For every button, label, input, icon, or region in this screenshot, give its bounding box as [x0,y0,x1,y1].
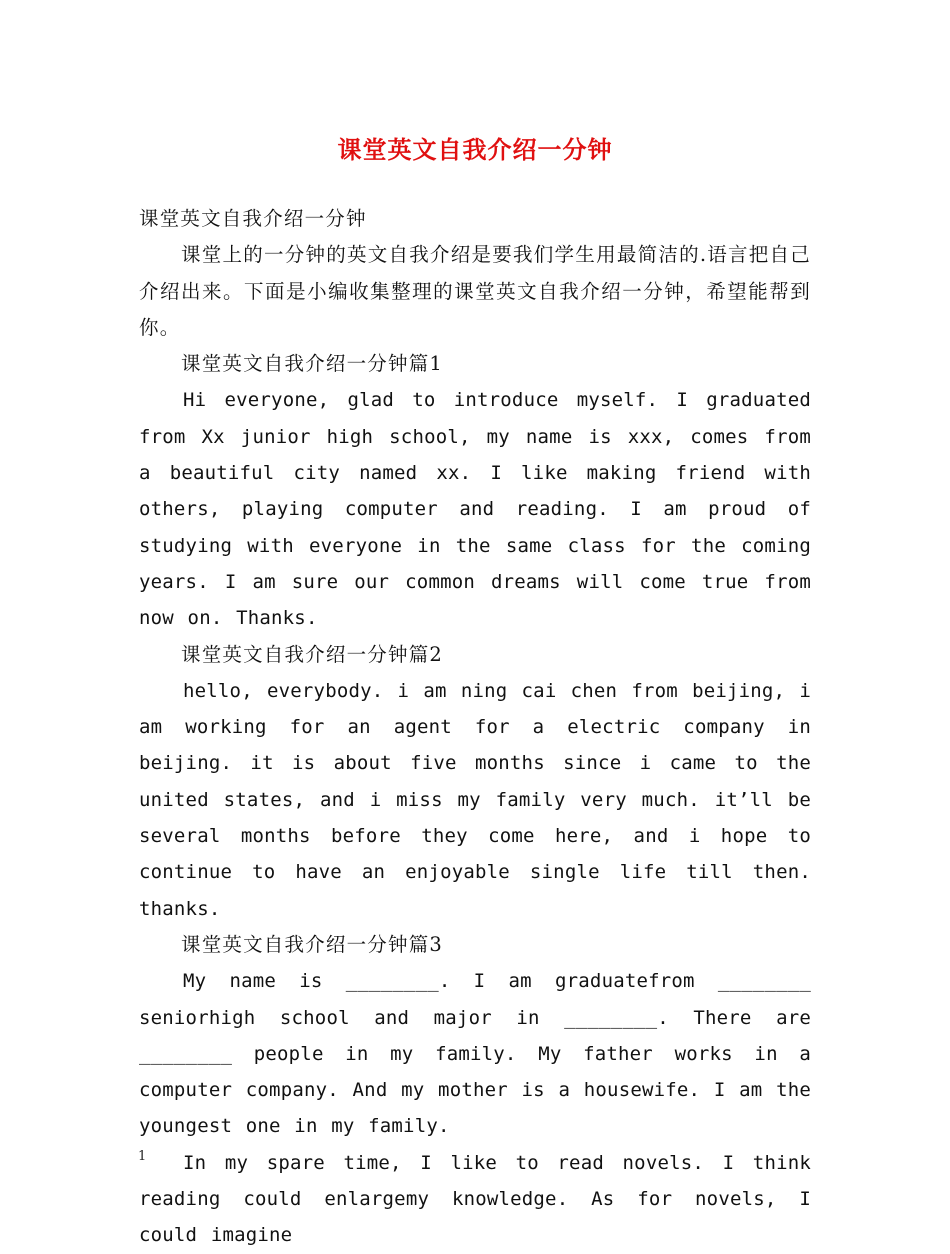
document-body [139,201,811,1254]
page-number: 1 [138,1149,147,1164]
intro-paragraph: 课堂上的一分钟的英文自我介绍是要我们学生用最简洁的.语言把自己介绍出来。下面是小编收集整理的课堂英文自我介绍一分钟，希望能帮到你。 [139,243,811,339]
section-heading-2: 课堂英文自我介绍一分钟篇2 [181,642,444,666]
section-heading-1: 课堂英文自我介绍一分钟篇1 [181,352,444,376]
english-paragraph-2: hello, everybody. i am ning cai chen from beijing, i am working for an agent for a electric company in beijing. it is about five months since i came to the united states, and i miss my family very much. it’ll be several months before they come here, and i hope to continue to have an enjoyable single life till then. thanks. [139,679,811,920]
subtitle-paragraph: 课堂英文自我介绍一分钟 [139,207,367,230]
english-paragraph-4: In my spare time, I like to read novels. I think reading could enlargemy knowledge. As for novels, I could imagine [139,1151,811,1247]
english-paragraph-1: Hi everyone, glad to introduce myself. I graduated from Xx junior high school, my name is xxx, comes from a beautiful city named xx. I like making friend with others, playing computer and reading. I am proud of studying with everyone in the same class for the coming years. I am sure our common dreams will come true from now on. Thanks. [139,389,811,630]
document-title: 课堂英文自我介绍一分钟 [337,136,613,164]
english-paragraph-3: My name is ________. I am graduatefrom ________ seniorhigh school and major in ________. There are ________ people in my family. My father works in a computer company. And my mother is a housewife. I am the youngest one in my family. [139,970,811,1138]
section-heading-3: 课堂英文自我介绍一分钟篇3 [181,932,444,956]
